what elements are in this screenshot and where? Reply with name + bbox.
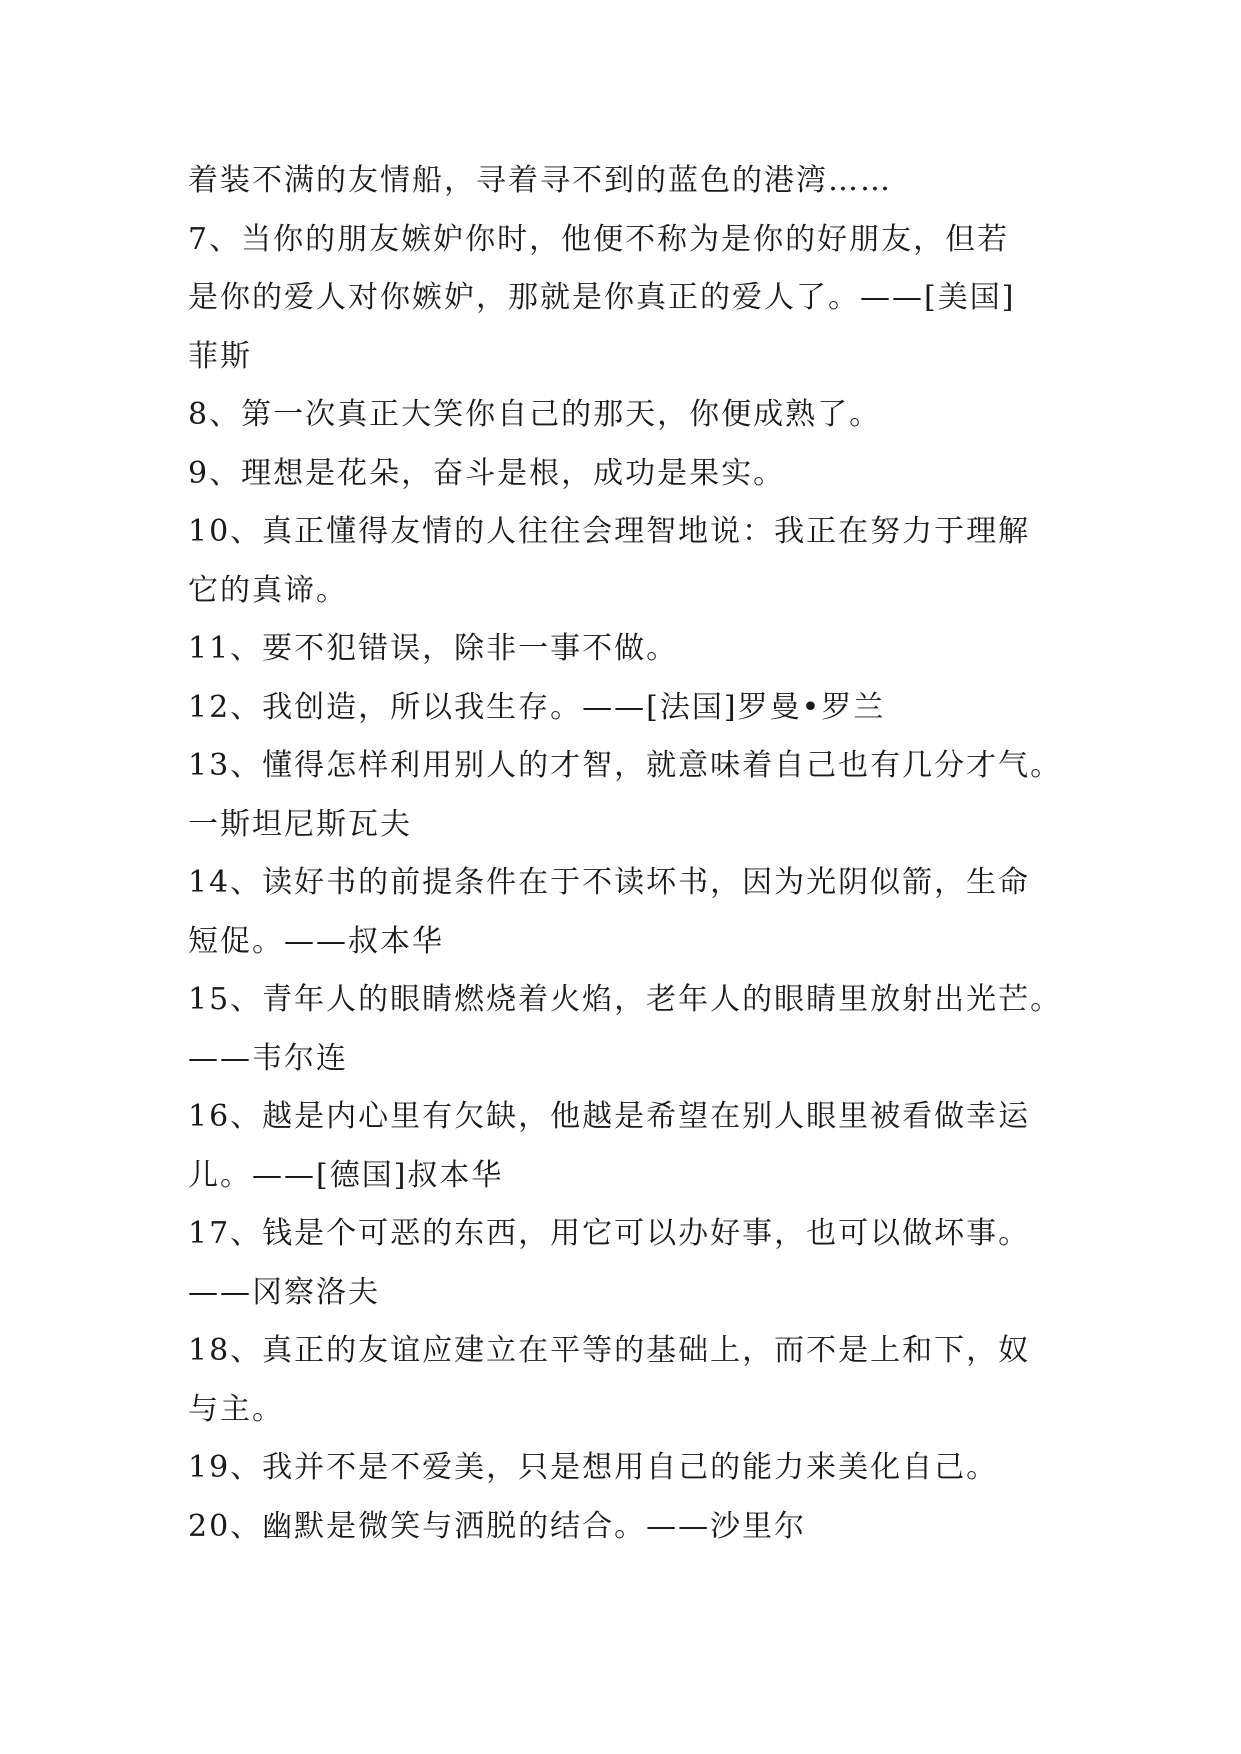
quote-17-line-2: ——冈察洛夫 <box>188 1274 380 1310</box>
quote-18-line-2: 与主。 <box>188 1391 284 1427</box>
quote-15-line-2: ——韦尔连 <box>188 1040 348 1076</box>
quote-14-line-1: 14、读好书的前提条件在于不读坏书，因为光阴似箭，生命 <box>188 865 1031 900</box>
quote-17-line-1: 17、钱是个可恶的东西，用它可以办好事，也可以做坏事。 <box>188 1216 1031 1251</box>
quote-7-line-2: 是你的爱人对你嫉妒，那就是你真正的爱人了。——[美国] <box>188 280 1016 315</box>
quote-20: 20、幽默是微笑与洒脱的结合。——沙里尔 <box>188 1508 807 1544</box>
quote-7-line-1: 7、当你的朋友嫉妒你时，他便不称为是你的好朋友，但若 <box>188 221 1010 257</box>
quote-16-line-1: 16、越是内心里有欠缺，他越是希望在别人眼里被看做幸运 <box>188 1099 1031 1134</box>
text-line: 着装不满的友情船，寻着寻不到的蓝色的港湾…… <box>188 163 892 198</box>
quote-9: 9、理想是花朵，奋斗是根，成功是果实。 <box>188 455 786 491</box>
quote-10-line-1: 10、真正懂得友情的人往往会理智地说：我正在努力于理解 <box>188 514 1031 549</box>
quote-8: 8、第一次真正大笑你自己的那天，你便成熟了。 <box>188 397 882 432</box>
quote-14-line-2: 短促。——叔本华 <box>188 923 444 959</box>
quote-10-line-2: 它的真谛。 <box>188 572 348 608</box>
quote-12: 12、我创造，所以我生存。——[法国]罗曼•罗兰 <box>188 689 886 725</box>
document-page <box>188 152 1068 1556</box>
quote-11: 11、要不犯错误，除非一事不做。 <box>188 631 679 666</box>
quote-16-line-2: 儿。——[德国]叔本华 <box>188 1157 504 1193</box>
quote-19: 19、我并不是不爱美，只是想用自己的能力来美化自己。 <box>188 1450 999 1485</box>
quote-18-line-1: 18、真正的友谊应建立在平等的基础上，而不是上和下，奴 <box>188 1333 1031 1368</box>
quote-13-line-2: 一斯坦尼斯瓦夫 <box>188 806 412 842</box>
quote-7-line-3: 菲斯 <box>188 338 252 374</box>
quote-13-line-1: 13、懂得怎样利用别人的才智，就意味着自己也有几分才气。 <box>188 748 1063 783</box>
quote-15-line-1: 15、青年人的眼睛燃烧着火焰，老年人的眼睛里放射出光芒。 <box>188 982 1063 1017</box>
